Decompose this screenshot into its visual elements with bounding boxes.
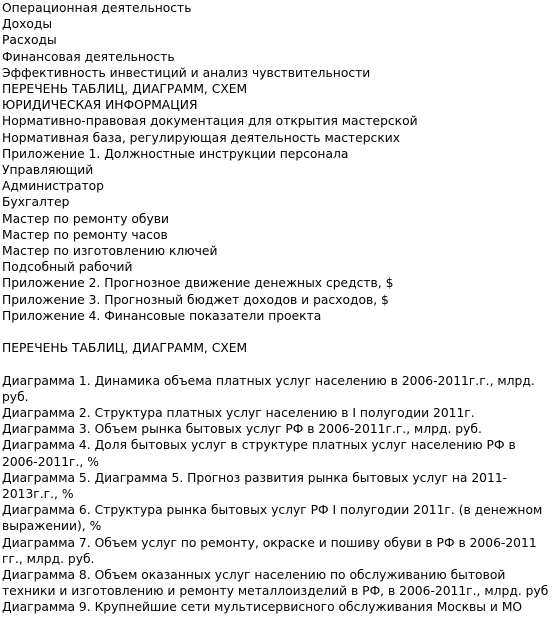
diagram-item[interactable]: Диаграмма 4. Доля бытовых услуг в структуре платных услуг населению РФ в 2006-2011г., % bbox=[2, 438, 516, 469]
toc-item[interactable]: Мастер по изготовлению ключей bbox=[2, 244, 218, 259]
toc-item[interactable]: Приложение 3. Прогнозный бюджет доходов и расходов, $ bbox=[2, 292, 389, 307]
toc-item[interactable]: ЮРИДИЧЕСКАЯ ИНФОРМАЦИЯ bbox=[2, 98, 198, 113]
diagram-item[interactable]: Диаграмма 5. Диаграмма 5. Прогноз развития рынка бытовых услуг на 2011-2013г.г., % bbox=[2, 470, 508, 502]
toc-item[interactable]: Нормативная база, регулирующая деятельность мастерских bbox=[2, 130, 401, 145]
toc-item[interactable]: ПЕРЕЧЕНЬ ТАБЛИЦ, ДИАГРАММ, СХЕМ bbox=[2, 82, 248, 97]
diagram-item[interactable]: Диаграмма 1. Динамика объема платных услуг населению в 2006-2011г.г., млрд. руб. bbox=[2, 373, 535, 404]
toc-item[interactable]: Расходы bbox=[2, 33, 57, 48]
diagram-item[interactable]: Диаграмма 7. Объем услуг по ремонту, окраске и пошиву обуви в РФ в 2006-2011 гг., млрд. руб. bbox=[2, 535, 537, 566]
diagram-list bbox=[2, 373, 550, 616]
toc-item[interactable]: Бухгалтер bbox=[2, 195, 70, 210]
diagram-item[interactable]: Диаграмма 2. Структура платных услуг населению в I полугодии 2011г. bbox=[2, 406, 475, 421]
section-heading: ПЕРЕЧЕНЬ ТАБЛИЦ, ДИАГРАММ, СХЕМ bbox=[2, 341, 248, 356]
spacer bbox=[2, 356, 550, 372]
toc-item[interactable]: Нормативно-правовая документация для открытия мастерской bbox=[2, 114, 418, 129]
toc-top-list bbox=[2, 0, 550, 324]
diagram-item[interactable]: Диаграмма 6. Структура рынка бытовых услуг РФ I полугодии 2011г. (в денежном выражении), % bbox=[2, 503, 543, 534]
toc-item[interactable]: Приложение 4. Финансовые показатели проекта bbox=[2, 308, 322, 323]
toc-item[interactable]: Операционная деятельность bbox=[2, 1, 192, 15]
toc-item[interactable]: Эффективность инвестиций и анализ чувствительности bbox=[2, 65, 371, 80]
toc-item[interactable]: Мастер по ремонту обуви bbox=[2, 211, 170, 226]
toc-item[interactable]: Управляющий bbox=[2, 163, 94, 178]
toc-item[interactable]: Приложение 1. Должностные инструкции персонала bbox=[2, 146, 349, 161]
toc-item[interactable]: Финансовая деятельность bbox=[2, 49, 175, 64]
document-page bbox=[2, 0, 550, 616]
diagram-item[interactable]: Диаграмма 8. Объем оказанных услуг населению по обслуживанию бытовой техники и изготовлению и ремонту металлоизделий в РФ, в 2006-2011г., млрд. руб bbox=[2, 568, 549, 599]
toc-item[interactable]: Приложение 2. Прогнозное движение денежных средств, $ bbox=[2, 276, 394, 291]
diagram-item[interactable]: Диаграмма 3. Объем рынка бытовых услуг РФ в 2006-2011г.г., млрд. руб. bbox=[2, 422, 482, 437]
toc-item[interactable]: Мастер по ремонту часов bbox=[2, 227, 168, 242]
toc-item[interactable]: Администратор bbox=[2, 179, 104, 194]
toc-item[interactable]: Доходы bbox=[2, 17, 53, 32]
spacer bbox=[2, 324, 550, 340]
toc-item[interactable]: Подсобный рабочий bbox=[2, 260, 133, 275]
diagram-item[interactable]: Диаграмма 9. Крупнейшие сети мультисервисного обслуживания Москвы и МО bbox=[2, 600, 523, 615]
